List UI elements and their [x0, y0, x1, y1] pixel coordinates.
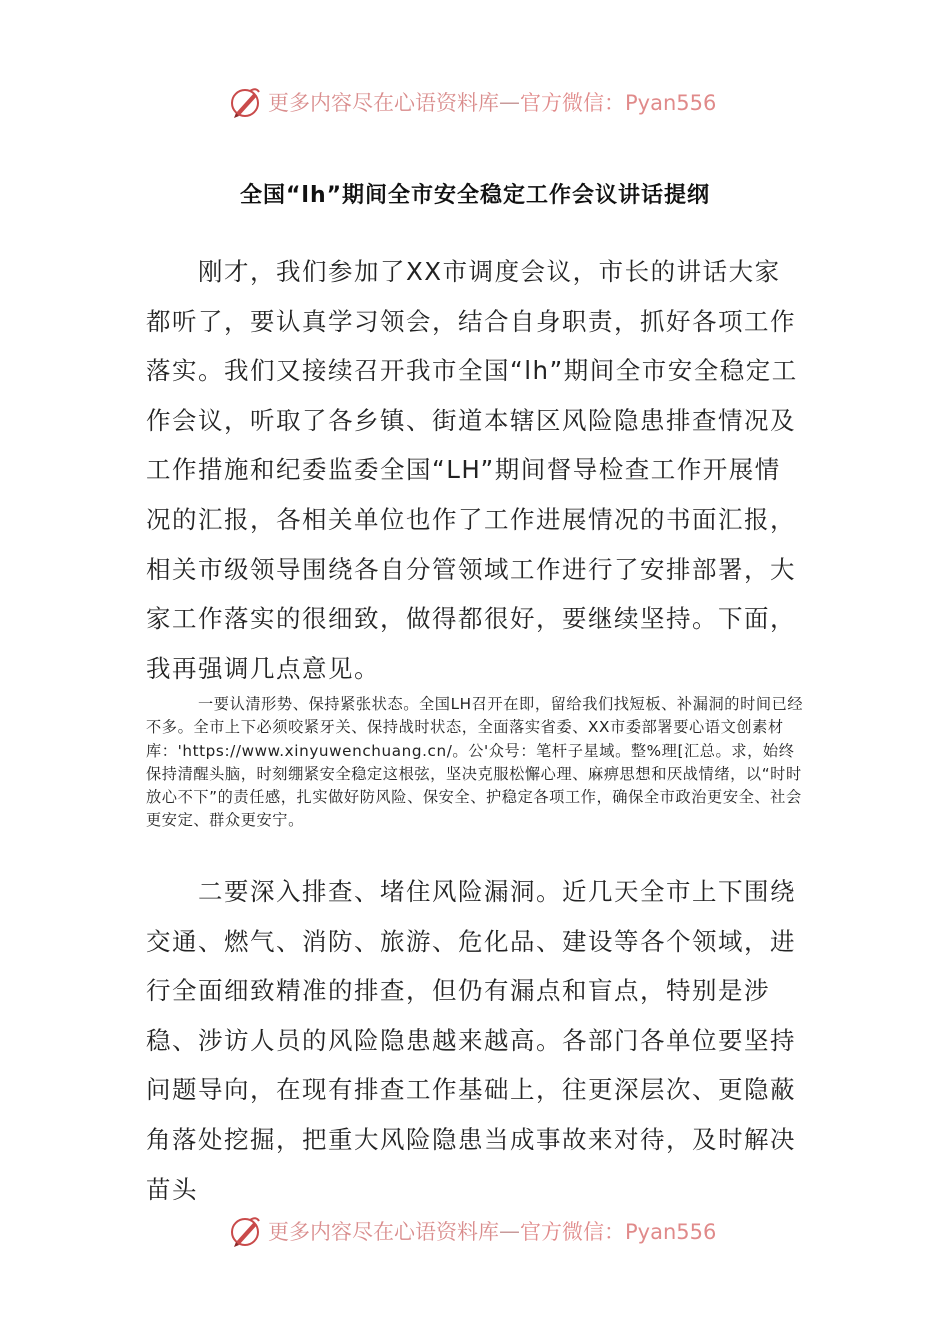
paragraph-intro: 刚才，我们参加了XX市调度会议，市长的讲话大家都听了，要认真学习领会，结合自身职责，抓好各项工作落实。我们又接续召开我市全国“lh”期间全市安全稳定工作会议，听取了各乡镇、街道本辖区风险隐患排查情况及工作措施和纪委监委全国“LH”期间督导检查工作开展情况的汇报，各相关单位也作了工作进展情况的书面汇报，相关市级领导围绕各自分管领域工作进行了安排部署，大家工作落实的很细致，做得都很好，要继续坚持。下面，我再强调几点意见。	[146, 257, 798, 683]
banner-wechat: 官方微信：Pyan556	[520, 91, 717, 115]
paragraph-point-one: 一要认清形势、保持紧张状态。全国LH召开在即，留给我们找短板、补漏洞的时间已经不多。全市上下必须咬紧牙关、保持战时状态，全面落实省委、XX市委部署要心语文创素材库：'https://www.xinyuwenchuang.cn/。公'众号：笔杆子星域。整%理[汇总。求，始终保持清醒头脑，时刻绷紧安全稳定这根弦，坚决克服松懈心理、麻痹思想和厌战情绪，以“时时放心不下”的责任感，扎实做好防风险、保安全、护稳定各项工作，确保全市政治更安全、社会更安定、群众更安宁。	[146, 695, 804, 830]
paragraph-point-two: 二要深入排查、堵住风险漏洞。近几天全市上下围绕交通、燃气、消防、旅游、危化品、建设等各个领域，进行全面细致精准的排查，但仍有漏点和盲点，特别是涉稳、涉访人员的风险隐患越来越高。各部门各单位要坚持问题导向，在现有排查工作基础上，往更深层次、更隐蔽角落处挖掘，把重大风险隐患当成事故来对待，及时解决苗头	[146, 877, 796, 1204]
banner-text: 更多内容尽在心语资料库	[268, 1220, 499, 1244]
document-title: 全国“lh”期间全市安全稳定工作会议讲话提纲	[239, 183, 711, 208]
banner-text: 更多内容尽在心语资料库	[268, 91, 499, 115]
banner-dash: —	[499, 90, 520, 114]
pen-logo-icon	[228, 1214, 262, 1248]
banner-dash: —	[499, 1219, 520, 1243]
pen-logo-icon	[228, 85, 262, 119]
banner-wechat: 官方微信：Pyan556	[520, 1220, 717, 1244]
footer-watermark-banner	[228, 1211, 728, 1251]
header-watermark-banner	[228, 82, 728, 122]
